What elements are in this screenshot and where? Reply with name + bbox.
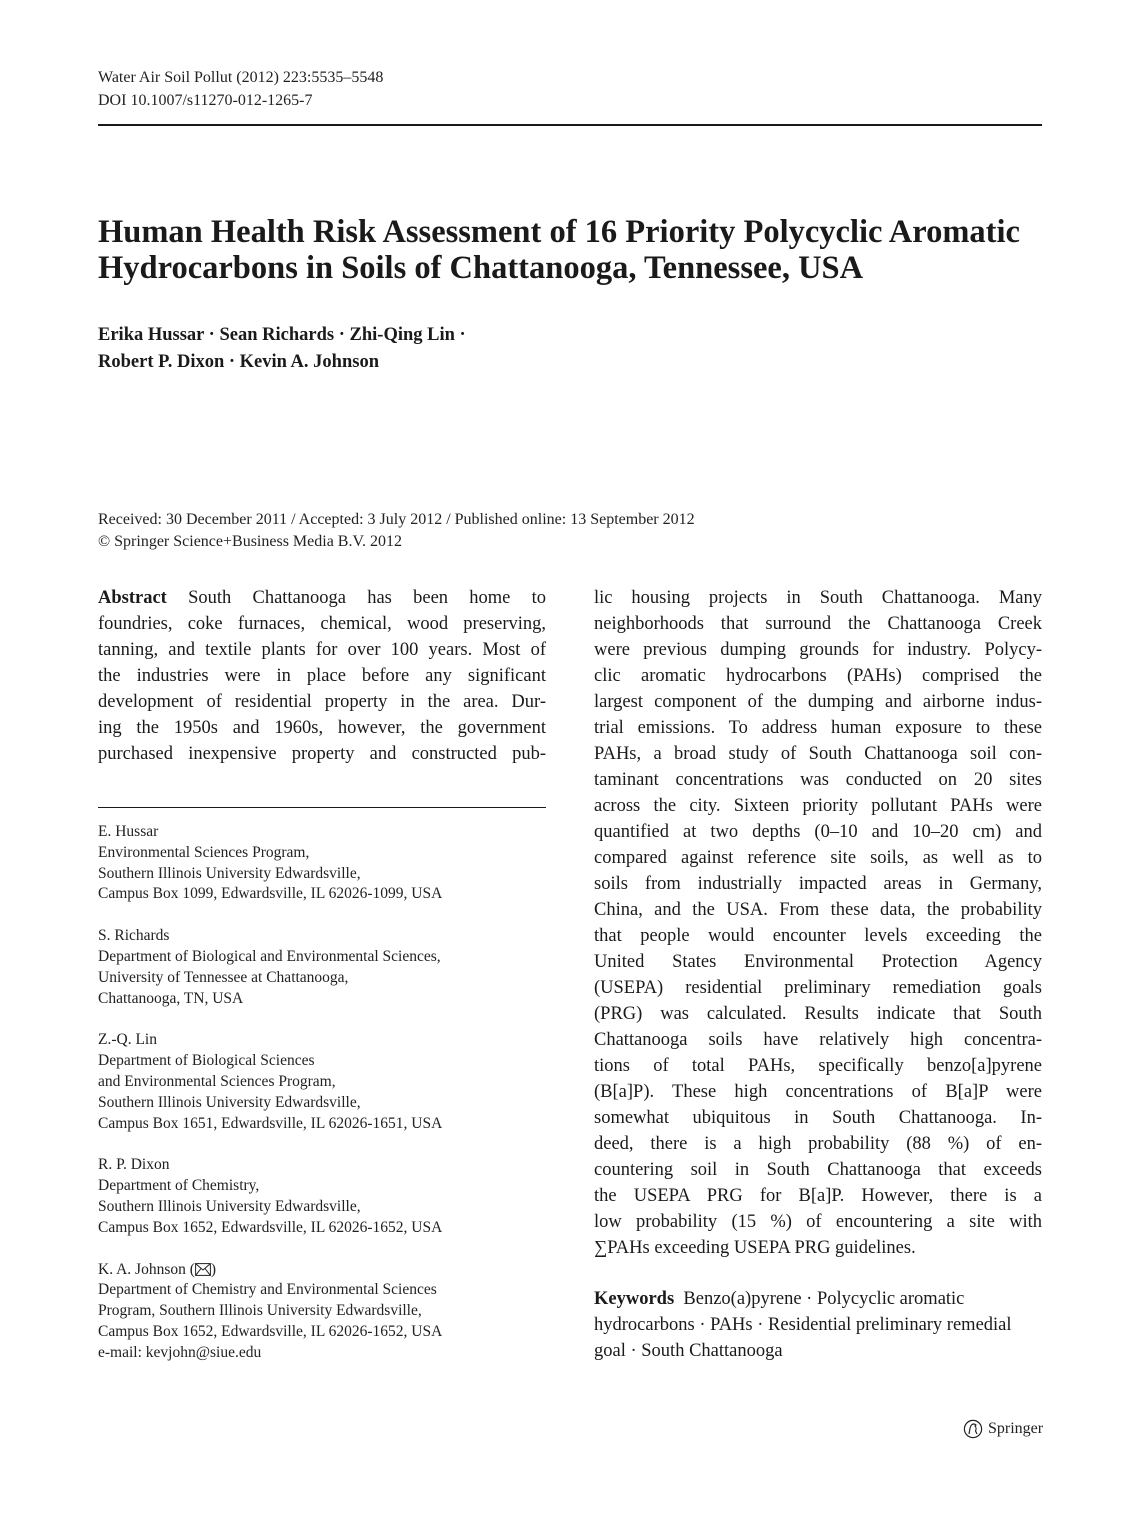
abstract-line: were previous dumping grounds for industry. Polycy- — [594, 640, 1042, 660]
affiliation-block: R. P. Dixon Department of Chemistry, Southern Illinois University Edwardsville, Campus Box 1652, Edwardsville, IL 62026-1652, USA — [98, 1156, 443, 1236]
email-link[interactable]: e-mail: kevjohn@siue.edu — [98, 1343, 262, 1361]
abstract-line: tions of total PAHs, specifically benzo[a]pyrene — [594, 1056, 1042, 1076]
authors-line-1: Erika Hussar · Sean Richards · Zhi-Qing Lin · — [98, 325, 466, 345]
abstract-line: that people would encounter levels exceeding the — [594, 926, 1042, 946]
article-title — [98, 214, 1048, 286]
abstract-line: purchased inexpensive property and constructed pub- — [98, 744, 546, 764]
abstract-line: the USEPA PRG for B[a]P. However, there is a — [594, 1186, 1042, 1206]
abstract-line: soils from industrially impacted areas in Germany, — [594, 874, 1042, 894]
abstract-line: China, and the USA. From these data, the probability — [594, 900, 1042, 920]
abstract-line: across the city. Sixteen priority pollutant PAHs were — [594, 796, 1042, 816]
affiliation-block: Z.-Q. Lin Department of Biological Sciences and Environmental Sciences Program, Southern Illinois University Edwardsville, Campus Box 1651, Edwardsville, IL 62026-1651, USA — [98, 1031, 443, 1132]
affiliations — [98, 822, 558, 1385]
abstract-line: foundries, coke furnaces, chemical, wood preserving, — [98, 614, 546, 634]
abstract-line: taminant concentrations was conducted on 20 sites — [594, 770, 1042, 790]
keywords-label: Keywords — [594, 1289, 675, 1309]
envelope-icon[interactable] — [195, 1263, 211, 1276]
abstract-line: (PRG) was calculated. Results indicate that South — [594, 1004, 1042, 1024]
title-line-2: Hydrocarbons in Soils of Chattanooga, Tennessee, USA — [98, 250, 864, 286]
abstract-line: neighborhoods that surround the Chattanooga Creek — [594, 614, 1042, 634]
abstract-line: trial emissions. To address human exposure to these — [594, 718, 1042, 738]
abstract-line: largest component of the dumping and airborne indus- — [594, 692, 1042, 712]
title-line-1: Human Health Risk Assessment of 16 Priority Polycyclic Aromatic — [98, 214, 1020, 250]
abstract-line: countering soil in South Chattanooga that exceeds — [594, 1160, 1042, 1180]
keywords: Keywords Benzo(a)pyrene · Polycyclic aromatic hydrocarbons · PAHs · Residential preliminary remedial goal · South Chattanooga — [594, 1289, 1012, 1361]
abstract-line: (USEPA) residential preliminary remediation goals — [594, 978, 1042, 998]
abstract-line: clic aromatic hydrocarbons (PAHs) comprised the — [594, 666, 1042, 686]
abstract-right-column — [594, 585, 1042, 1261]
affiliation-block: S. Richards Department of Biological and Environmental Sciences, University of Tennessee at Chattanooga, Chattanooga, TN, USA — [98, 927, 441, 1007]
abstract-line: ∑PAHs exceeding USEPA PRG guidelines. — [594, 1238, 916, 1258]
abstract-line: PAHs, a broad study of South Chattanooga soil con- — [594, 744, 1042, 764]
publisher-logo — [963, 1418, 1043, 1440]
abstract-line: ing the 1950s and 1960s, however, the government — [98, 718, 546, 738]
abstract-line: Chattanooga soils have relatively high concentra- — [594, 1030, 1042, 1050]
abstract-line: United States Environmental Protection Agency — [594, 952, 1042, 972]
abstract-line: lic housing projects in South Chattanooga. Many — [594, 588, 1042, 608]
springer-horse-icon — [963, 1419, 983, 1439]
affiliation-block-corresponding: K. A. Johnson ( ) Department of Chemistry and Environmental Sciences Program, Southern Illinois University Edwardsville, Campus Box 1652, Edwardsville, IL 62026-1652, USA e-mail: kevjohn@siue.edu — [98, 1260, 558, 1364]
doi[interactable]: DOI 10.1007/s11270-012-1265-7 — [98, 92, 313, 109]
journal-header — [98, 66, 383, 112]
copyright: © Springer Science+Business Media B.V. 2012 — [98, 533, 402, 550]
abstract-line: deed, there is a high probability (88 %) of en- — [594, 1134, 1042, 1154]
abstract-line: (B[a]P). These high concentrations of B[a]P were — [594, 1082, 1042, 1102]
header-rule — [98, 124, 1042, 126]
abstract-line: quantified at two depths (0–10 and 10–20 cm) and — [594, 822, 1042, 842]
affiliation-rule — [98, 807, 546, 808]
abstract-line: somewhat ubiquitous in South Chattanooga. In- — [594, 1108, 1042, 1128]
publication-history — [98, 509, 695, 553]
history-dates: Received: 30 December 2011 / Accepted: 3 July 2012 / Published online: 13 September 2012 — [98, 511, 695, 528]
abstract-line: the industries were in place before any significant — [98, 666, 546, 686]
publisher-name: Springer — [988, 1420, 1044, 1437]
abstract-label: Abstract — [98, 588, 167, 608]
abstract-line: Abstract South Chattanooga has been home to — [98, 588, 546, 608]
authors-line-2: Robert P. Dixon · Kevin A. Johnson — [98, 352, 379, 372]
abstract-line: low probability (15 %) of encountering a site with — [594, 1212, 1042, 1232]
author-list — [98, 322, 466, 376]
abstract-left-column — [98, 585, 546, 767]
journal-citation: Water Air Soil Pollut (2012) 223:5535–5548 — [98, 69, 384, 86]
abstract-line: compared against reference site soils, as well as to — [594, 848, 1042, 868]
abstract-line: tanning, and textile plants for over 100 years. Most of — [98, 640, 546, 660]
affiliation-block: E. Hussar Environmental Sciences Program, Southern Illinois University Edwardsville, Campus Box 1099, Edwardsville, IL 62026-1099, USA — [98, 823, 443, 903]
abstract-line: development of residential property in the area. Dur- — [98, 692, 546, 712]
